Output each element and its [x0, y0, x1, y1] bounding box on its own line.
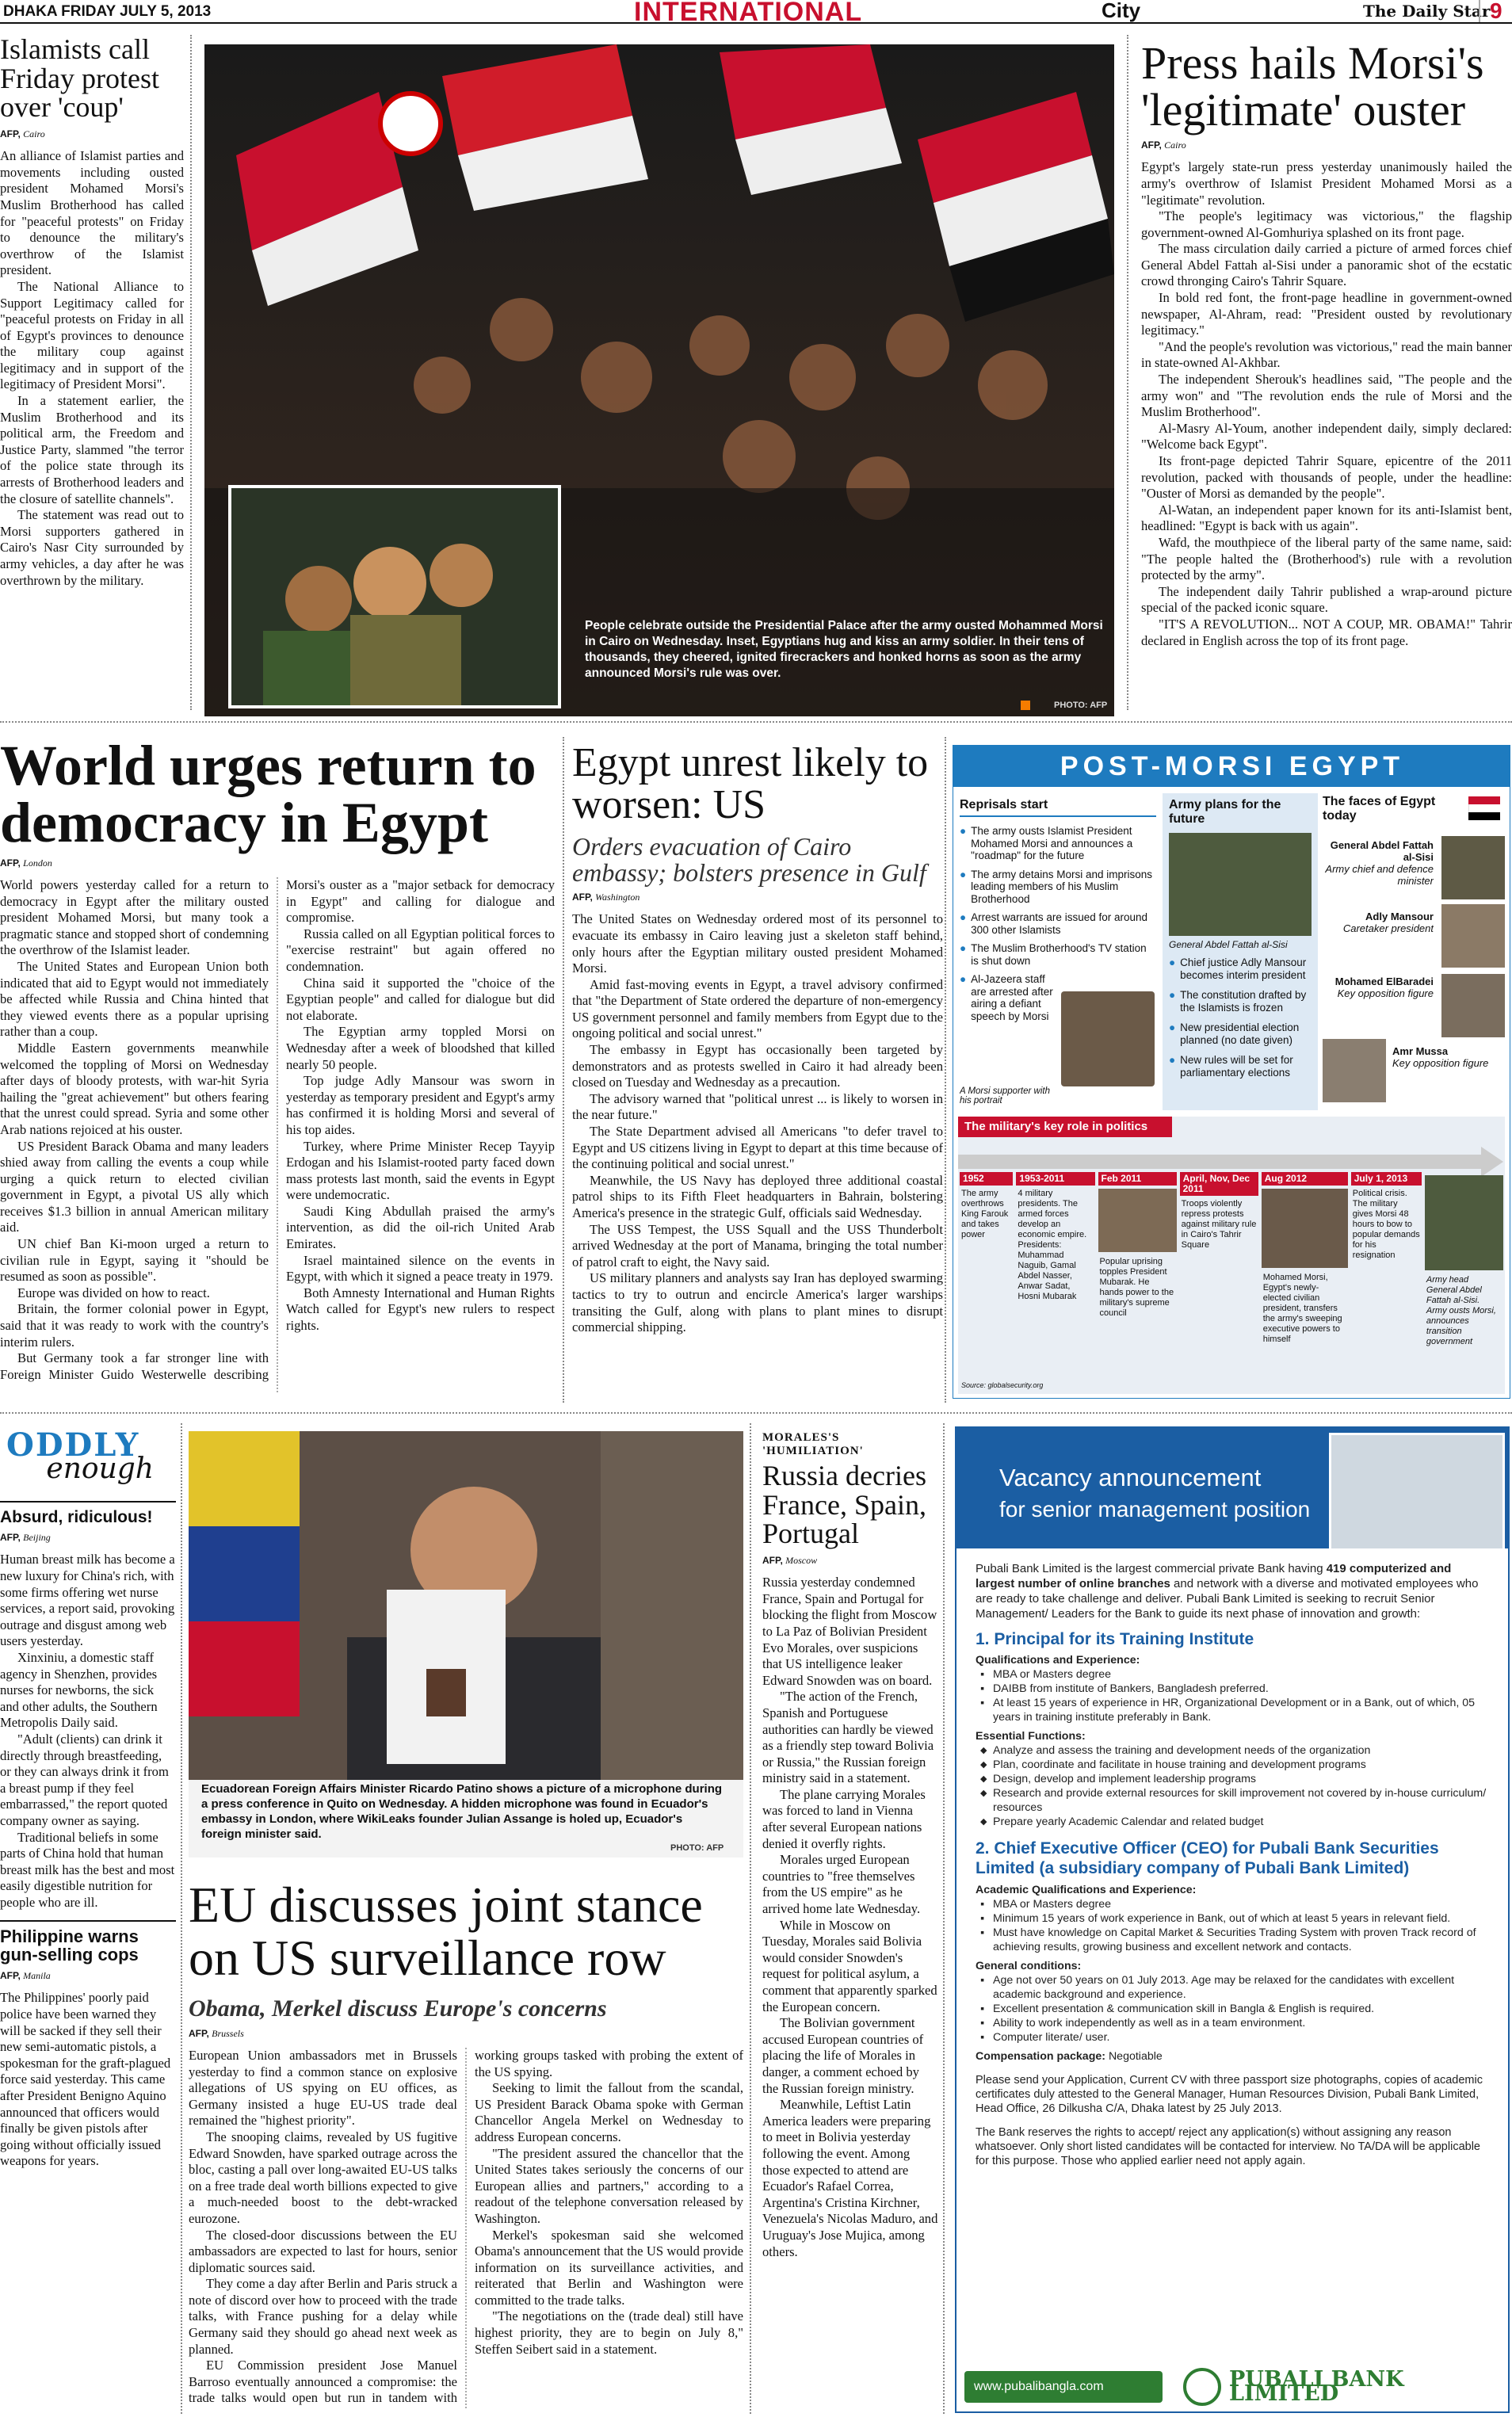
list-item: ▪ DAIBB from institute of Bankers, Bangladesh preferred.: [976, 1682, 1491, 1696]
column-divider: [190, 35, 192, 710]
panel-title: Reprisals start: [960, 793, 1156, 817]
brief-headline: Absurd, ridiculous!: [0, 1501, 176, 1525]
timeline-section: [958, 1117, 1505, 1394]
bullet-icon: ●: [960, 942, 967, 954]
column-divider: [943, 1423, 945, 2414]
article-body: World powers yesterday called for a return to democracy in Egypt after the military ousted president Mohamed Morsi, but many took a pragmatic stance and stopped short of condemning the overthrow of the Islamist leader. The United States and European Union both indicated that aid to Egypt would not immediately be affected while Russia and China hinted that they viewed events there as a popular uprising rather than a coup. Middle Eastern governments meanwhile welcomed the toppling of Morsi on Wednesday after days of bloody protests, with war-hit Syria hailing the "great achievement" but others fearing that the unrest could spread. Syria and some other Arab nations rejoiced at his ouster. US President Barack Obama and many leaders shied away from calling the events a coup while urging a quick return to elected civilian government in Egypt, a pivotal US ally which receives $1.3 billion in annual American military aid. UN chief Ban Ki-moon urged a return to civilian rule in Egypt, saying it "should be resumed as soon as possible". Europe was divided on how to react. Britain, the former colonial power in Egypt, said that it was ready to work with the country's interim rulers. But Germany took a far stronger line with Foreign Minister Guido Westerwelle describing Morsi's ouster as a "major setback for democracy in Egypt" and calling for dialogue and compromise. Russia called on all Egyptian political forces to "exercise restraint" but again offered no condemnation. China said it supported the "choice of the Egyptian people" and called for dialogue but did not elaborate. The Egyptian army toppled Morsi on Wednesday after a week of bloodshed that killed nearly 50 people. Top judge Adly Mansour was sworn in yesterday as temporary president and Egypt's army has confirmed it is holding Morsi and several of his top aides. Turkey, where Prime Minister Recep Tayyip Erdogan and his Islamist-rooted party faced down mass protests last month, said the events in Egypt were undemocratic. Saudi King Abdullah praised the army's intervention, as did the oil-rich United Arab Emirates. Israel maintained silence on the events in Egypt, with which it signed a peace treaty in 1979. Both Amnesty International and Human Rights Watch called for Egypt's new rulers to respect rights.: [0, 877, 555, 1382]
bullet-icon: ●: [960, 973, 967, 985]
ad-title: Vacancy announcement: [999, 1464, 1262, 1491]
list-item: ● New presidential election planned (no date given): [1169, 1021, 1300, 1046]
timeline-entry: Aug 2012 Mohamed Morsi, Egypt's newly-elected civilian president, transfers the army's sweeping executive powers to himself: [1262, 1172, 1348, 1388]
soldier-hug-image: [231, 488, 558, 705]
image-caption: A Morsi supporter with his portrait: [960, 1086, 1050, 1105]
photo-credit: PHOTO: AFP: [1021, 701, 1107, 710]
bullet-icon: ●: [1169, 989, 1176, 1001]
bullet-icon: ●: [960, 825, 967, 837]
list-item: ● The constitution drafted by the Islamists is frozen: [1169, 989, 1307, 1014]
brief-body: The Philippines' poorly paid police have been warned they will be sacked if they sell their new semi-automatic pistols, a spokesman for the graft-plagued force said yesterday. This came after President Benigno Aquino announced that officers would finally be given pistols after going without officially issued weapons for years.: [0, 1990, 171, 2169]
article-body: Russia yesterday condemned France, Spain and Portugal for blocking the flight from Moscow to La Paz of Bolivian President Evo Morales, over suspicions that US intelligence leaker Edward Snowden was on board. "The action of the French, Spanish and Portuguese authorities can hardly be viewed as a friendly step toward Bolivia or Russia," the Russian foreign ministry said in a statement. The plane carrying Morales was forced to land in Vienna after several European nations denied it overfly rights. Morales urged European countries to "free themselves from the US empire" as he arrived home late Wednesday. While in Moscow on Tuesday, Morales said Bolivia would consider Snowden's request for political asylum, a comment that apparently sparked the European concern. The Bolivian government accused European countries of placing the life of Morales in danger, a comment echoed by the Russian foreign ministry. Meanwhile, Leftist Latin America leaders were preparing to meet in Bolivia yesterday following the event. Among those expected to attend are Ecuador's Rafael Correa, Argentina's Cristina Kirchner, Venezuela's Nicolas Maduro, and Uruguay's Jose Mujica, among others.: [762, 1575, 938, 2259]
list-item: ● New rules will be set for parliamentary elections: [1169, 1054, 1293, 1079]
post-morsi-infographic: [953, 745, 1510, 1399]
headline: Egypt unrest likely to worsen: US: [572, 742, 929, 828]
section-label: Academic Qualifications and Experience:: [976, 1884, 1197, 1896]
section-label: Essential Functions:: [976, 1730, 1086, 1743]
list-item: ● The Muslim Brotherhood's TV station is shut down: [960, 942, 1147, 967]
section-label: General conditions:: [976, 1960, 1082, 1972]
brand-name: PUBALI BANK LIMITED: [1229, 2367, 1404, 2406]
face-portrait: [1441, 974, 1505, 1037]
inset-photo: [228, 485, 561, 708]
byline: AFP, Washington: [572, 892, 640, 903]
timeline-title: The military's key role in politics: [958, 1117, 1172, 1137]
article-body: Egypt's largely state-run press yesterday unanimously hailed the army's overthrow of Islamist President Mohamed Morsi as a "legitimate" revolution. "The people's legitimacy was victorious," the flagship government-owned Al-Gomhuriya splashed on its front page. The mass circulation daily carried a picture of armed forces chief General Abdel Fattah al-Sisi under a panoramic shot of the ecstatic crowd thronging Cairo's Tahrir Square. In bold red font, the front-page headline in government-owned newspaper, Al-Ahram, read: "President ousted by revolutionary legitimacy." "And the people's revolution was victorious," read the main banner in state-owned Al-Akhbar. The independent Sherouk's headlines said, "The people and the army won" and "The revolution ends the rule of Morsi and the Muslim Brotherhood". Al-Masry Al-Youm, another independent daily, simply declared: "Welcome back Egypt". Its front-page depicted Tahrir Square, epicentre of the 2011 revolution, packed with thousands of people, under the headline: "Ouster of Morsi as demanded by the people". Al-Watan, an independent paper known for its anti-Islamist bent, headlined: "Egypt is back with us again". Wafd, the mouthpiece of the liberal party of the same name, said: "The people halted the (Brotherhood's) rule with a revolution protected by the army". The independent daily Tahrir published a wrap-around picture special of the packed iconic square. "IT'S A REVOLUTION... NOT A COUP, MR. OBAMA!" Tahrir declared in English across the top of its front page.: [1141, 159, 1512, 648]
reprisals-panel: [960, 793, 1156, 1110]
bullet-icon: ●: [960, 911, 967, 923]
timeline-entry: 1952 The army overthrows King Farouk and takes power: [960, 1172, 1013, 1388]
article-body: The United States on Wednesday ordered most of its personnel to evacuate its embassy in Cairo leaving just a skeleton staff behind, only hours after the Egyptian military ousted president Mohamed Morsi. Amid fast-moving events in Egypt, a travel advisory confirmed that "the Department of State ordered the departure of non-emergency US government personnel and family members from Egypt due to the ongoing political and social unrest." The embassy in Egypt has occasionally been targeted by demonstrators and as protests swelled in Cairo it had already been closed on Tuesday and Wednesday as a precaution. The advisory warned that "political unrest ... is likely to worsen in the near future." The State Department advised all Americans "to defer travel to Egypt and US citizens living in Egypt to depart at this time because of the continuing political and social unrest." Meanwhile, the US Navy has deployed three additional coastal patrol ships to its Fifth Fleet headquarters in Bahrain, bolstering America's presence in the strategic Gulf, officials said Wednesday. The USS Tempest, the USS Squall and the USS Thunderbolt arrived Wednesday at the port of Manama, bringing the total number of patrol craft to eight, the Navy said. US military planners and analysts say Iran has deployed swarming tactics to try to outrun and encircle America's larger warships transiting the Gulf, along with plans to plant mines to disrupt commercial shipping.: [572, 911, 943, 1335]
photo-caption: Ecuadorean Foreign Affairs Minister Ricardo Patino shows a picture of a microphone during a press conference in Quito on Wednesday. A hidden microphone was found in Ecuador's embassy in London, where WikiLeaks founder Julian Assange is holed up, Ecuador's foreign minister said.: [201, 1782, 723, 1841]
masthead-bar: [0, 0, 1512, 24]
ad-footer: [956, 2363, 1508, 2411]
column-divider: [945, 737, 946, 1403]
headline: World urges return to democracy in Egypt: [0, 737, 536, 854]
list-item: ▪ At least 15 years of experience in HR, Organizational Development or in a Bank, out of which, 05 years in training institute preferably in Bank.: [976, 1696, 1491, 1724]
byline: AFP, Cairo: [1141, 139, 1186, 151]
page-number: 9: [1479, 0, 1502, 24]
face-entry: Adly Mansour Caretaker president: [1342, 911, 1434, 934]
rights-notice: The Bank reserves the rights to accept/ reject any application(s) without assigning any reason whatsoever. Only short listed candidates will be contacted for interview. No TA/DA will be applicable for this purpose. Those who applied earlier need not apply again.: [976, 2126, 1480, 2167]
compensation-line: Compensation package: Negotiable: [976, 2050, 1163, 2063]
bank-logo-icon: [1183, 2368, 1221, 2406]
section-label: Qualifications and Experience:: [976, 1654, 1140, 1667]
website-link[interactable]: www.pubalibangla.com: [964, 2371, 1163, 2403]
list-item: ● Arrest warrants are issued for around 300 other Islamists: [960, 911, 1148, 936]
image-caption: General Abdel Fattah al-Sisi: [1169, 939, 1288, 950]
celebration-photo: [204, 44, 1114, 716]
infographic-banner: POST-MORSI EGYPT: [953, 746, 1510, 787]
list-item: ▪ MBA or Masters degree: [976, 1897, 1491, 1911]
column-divider: [1127, 35, 1128, 710]
face-portrait: [1323, 1039, 1386, 1102]
headline: Press hails Morsi's 'legitimate' ouster: [1141, 40, 1484, 136]
timeline-arrow: [958, 1155, 1481, 1169]
bullet-icon: ●: [1169, 956, 1176, 968]
list-item: ▪ Computer literate/ user.: [976, 2030, 1491, 2045]
byline: AFP, Beijing: [0, 1532, 51, 1544]
article-press-hails: [1141, 40, 1512, 713]
office-photo: [1329, 1433, 1505, 1548]
faces-panel: [1323, 793, 1506, 1110]
face-portrait: [1441, 836, 1505, 899]
list-item: ● Al-Jazeera staff are arrested after airing a defiant speech by Morsi: [960, 973, 1053, 1022]
oddly-enough-column: [0, 1423, 176, 2417]
army-plans-panel: [1163, 793, 1318, 1110]
kicker: MORALES'S 'HUMILIATION': [762, 1431, 864, 1457]
column-divider: [750, 1423, 751, 2414]
column-divider: [563, 737, 564, 1403]
position-title: 1. Principal for its Training Institute: [976, 1630, 1254, 1648]
article-russia-decries: [762, 1431, 938, 2417]
headline: EU discusses joint stance on US surveillance row: [189, 1878, 703, 1987]
date-line: DHAKA FRIDAY JULY 5, 2013: [3, 3, 212, 20]
article-islamists-protest: [0, 35, 184, 708]
column-divider: [181, 1423, 182, 2414]
face-portrait: [1441, 904, 1505, 968]
face-entry: Mohamed ElBaradei Key opposition figure: [1334, 976, 1434, 999]
article-egypt-unrest: [572, 742, 943, 1407]
section-divider: [0, 1412, 1512, 1414]
source-note: Source: globalsecurity.org: [961, 1381, 1044, 1389]
headline: Islamists call Friday protest over 'coup': [0, 35, 159, 124]
orange-marker-icon: [1021, 701, 1030, 710]
section-divider: [0, 721, 1512, 723]
timeline-entry: 1953-2011 4 military presidents. The armed forces develop an economic empire. Presidents: Muhammad Naguib, Gamal Abdel Nasser, Anwar Sadat, Hosni Mubarak: [1016, 1172, 1094, 1388]
article-body: An alliance of Islamist parties and movements including ousted president Mohamed Morsi's Muslim Brotherhood has called for "peaceful protests" on Friday to denounce the military's overthrow of the Islamist president. The National Alliance to Support Legitimacy called for "peaceful protests on Friday in all of Egypt's provinces to denounce the military coup against legitimacy and in support of the legitimacy of President Morsi". In a statement earlier, the Muslim Brotherhood and its political arm, the Freedom and Justice Party, slammed "the terror of the police state through its arrests of Brotherhood leaders and the closure of satellite channels". The statement was read out to Morsi supporters gathered in Cairo's Nasr City surrounded by army vehicles, a day after he was overthrown by the military.: [0, 148, 184, 588]
timeline-entry: Feb 2011 Popular uprising topples President Mubarak. He hands power to the military's supreme council: [1098, 1172, 1177, 1388]
list-item: ◆ Research and provide external resources for skill improvement not covered by in-house curriculum/ resources: [976, 1786, 1491, 1815]
headline: Russia decries France, Spain, Portugal: [762, 1460, 926, 1550]
list-item: ◆ Design, develop and implement leadership programs: [976, 1772, 1491, 1786]
section-title: INTERNATIONAL: [634, 0, 863, 24]
list-item: ● The army detains Morsi and imprisons leading members of his Muslim Brotherhood: [960, 868, 1152, 905]
photo-caption: People celebrate outside the Presidential Palace after the army ousted Mohammed Morsi in Cairo on Wednesday. Inset, Egyptians hug and kiss an army soldier. In their tens of thousands, they cheered, ignited firecrackers and honked horns as soon as the army announced Morsi's rule was over.: [585, 619, 1103, 680]
ecuador-minister-photo: [189, 1431, 743, 1858]
sisi-photo: [1169, 833, 1312, 936]
morsi-portrait-image: [1061, 991, 1155, 1086]
panel-title: Army plans for the future: [1169, 798, 1281, 826]
bullet-icon: ●: [1169, 1054, 1176, 1066]
list-item: ▪ Excellent presentation & communication skill in Bangla & English is required.: [976, 2002, 1491, 2016]
list-item: ◆ Plan, coordinate and facilitate in house training and development programs: [976, 1758, 1491, 1772]
position-title: 2. Chief Executive Officer (CEO) for Pubali Bank Securities Limited (a subsidiary company of Pubali Bank Limited): [976, 1839, 1439, 1877]
article-world-urges: [0, 737, 555, 1403]
panel-title: The faces of Egypt today: [1323, 795, 1436, 823]
apply-instructions: Please send your Application, Current CV with three passport size photographs, copies of academic certificates duly attested to the General Manager, Human Resources Division, Pubali Bank Limited, Head Office, 26 Dilkusha C/A, Dhaka latest by 25 July 2013.: [976, 2074, 1483, 2115]
timeline-entry: Army head General Abdel Fattah al-Sisi. Army ousts Morsi, announces transition government: [1425, 1172, 1503, 1388]
timeline-entry: April, Nov, Dec 2011 Troops violently repress protests against military rule in Cairo's Tahrir Square: [1180, 1172, 1258, 1388]
list-item: ▪ Must have knowledge on Capital Market & Securities Trading System with proven Track record of achieving results, growing business and excellent network and contacts.: [976, 1926, 1491, 1954]
oddly-enough-logo: ODDLY enough: [0, 1423, 176, 1488]
article-eu-surveillance: [189, 1878, 743, 2417]
byline: AFP, Moscow: [762, 1555, 818, 1567]
list-item: ▪ Minimum 15 years of work experience in Bank, out of which at least 5 years in relevant field.: [976, 1911, 1491, 1926]
ad-banner: [956, 1428, 1508, 1548]
subheadline: Obama, Merkel discuss Europe's concerns: [189, 1995, 607, 2022]
byline: AFP, Brussels: [189, 2027, 244, 2039]
article-body: European Union ambassadors met in Brussels yesterday to find a common stance on explosive allegations of US spying on EU offices, as Germany insisted a huge EU-US trade deal remained the "highest priority". The snooping claims, revealed by US fugitive Edward Snowden, have sparked outrage across the bloc, casting a pall over long-awaited EU-US talks on a free trade deal worth billions expected to give a much-needed boost to the debt-wracked eurozone. The closed-door discussions between the EU ambassadors are expected to last for hours, senior diplomatic sources said. They come a day after Berlin and Paris struck a note of discord over how to proceed with the trade talks, with France pushing for a delay while Germany said they should go ahead next week as planned. EU Commission president Jose Manuel Barroso eventually announced a compromise: the trade talks would open but run in tandem with working groups tasked with probing the extent of the US spying. Seeking to limit the fallout from the scandal, US President Barack Obama spoke with German Chancellor Angela Merkel on Wednesday to address European concerns. "The president assured the chancellor that the United States takes seriously the concerns of our European allies and partners," according to a readout of the telephone conversation released by Washington. Merkel's spokesman said she welcomed Obama's announcement that the US would provide information on its surveillance activities, and reiterated that Berlin and Washington were committed to the trade talks. "The negotiations on the (trade deal) still have highest priority, they are to begin on July 8," Steffen Seibert said in a statement.: [189, 2047, 743, 2406]
brief-body: Human breast milk has become a new luxury for China's rich, with some firms offering wet nurse services, a report said, provoking outrage and disgust among web users yesterday. Xinxiniu, a domestic staff agency in Shenzhen, provides nurses for newborns, the sick and other adults, the Southern Metropolis Daily said. "Adult (clients) can drink it directly through breastfeeding, or they can always drink it from a breast pump if they feel embarrassed," the report quoted company owner as saying. Traditional beliefs in some parts of China hold that human breast milk has the best and most easily digestible nutrition for people who are ill.: [0, 1552, 175, 1910]
list-item: ▪ MBA or Masters degree: [976, 1667, 1491, 1682]
list-item: ● Chief justice Adly Mansour becomes interim president: [1169, 956, 1307, 981]
byline: AFP, Manila: [0, 1970, 51, 1982]
bullet-icon: ●: [1169, 1021, 1176, 1033]
city-label: City: [1102, 0, 1141, 22]
list-item: ◆ Analyze and assess the training and development needs of the organization: [976, 1743, 1491, 1758]
byline: AFP, Cairo: [0, 128, 45, 140]
byline: AFP, London: [0, 857, 52, 869]
bullet-icon: ●: [960, 868, 967, 880]
ad-subtitle: for senior management position: [999, 1497, 1311, 1522]
subheadline: Orders evacuation of Cairo embassy; bolsters presence in Gulf: [572, 832, 926, 887]
brief-headline: Philippine warns gun-selling cops: [0, 1920, 176, 1964]
face-entry: Amr Mussa Key opposition figure: [1392, 1045, 1489, 1069]
ad-intro: Pubali Bank Limited is the largest commercial private Bank having 419 computerized and largest number of online branches and network with a diverse and motivated employees who are ready to take challenge and deliver. Pubali Bank Limited is seeking to recruit Senior Management/ Leaders for the Bank to guide its next phase of innovation and growth:: [976, 1562, 1479, 1621]
list-item: ● The army ousts Islamist President Mohamed Morsi and announces a "roadmap" for the future: [960, 825, 1133, 861]
list-item: ▪ Age not over 50 years on 01 July 2013. Age may be relaxed for the candidates with excellent academic background and experience.: [976, 1973, 1491, 2002]
paper-name: The Daily Star: [1363, 2, 1491, 21]
list-item: ◆ Prepare yearly Academic Calendar and related budget: [976, 1815, 1491, 1829]
photo-credit: PHOTO: AFP: [670, 1843, 724, 1853]
pubali-bank-ad: [955, 1426, 1510, 2413]
timeline-entry: July 1, 2013 Political crisis. The military gives Morsi 48 hours to bow to popular demands for his resignation: [1351, 1172, 1422, 1388]
egypt-flag-icon: [1468, 796, 1500, 820]
list-item: ▪ Ability to work independently as well as in a team environment.: [976, 2016, 1491, 2030]
face-entry: General Abdel Fattah al-Sisi Army chief and defence minister: [1325, 839, 1434, 887]
